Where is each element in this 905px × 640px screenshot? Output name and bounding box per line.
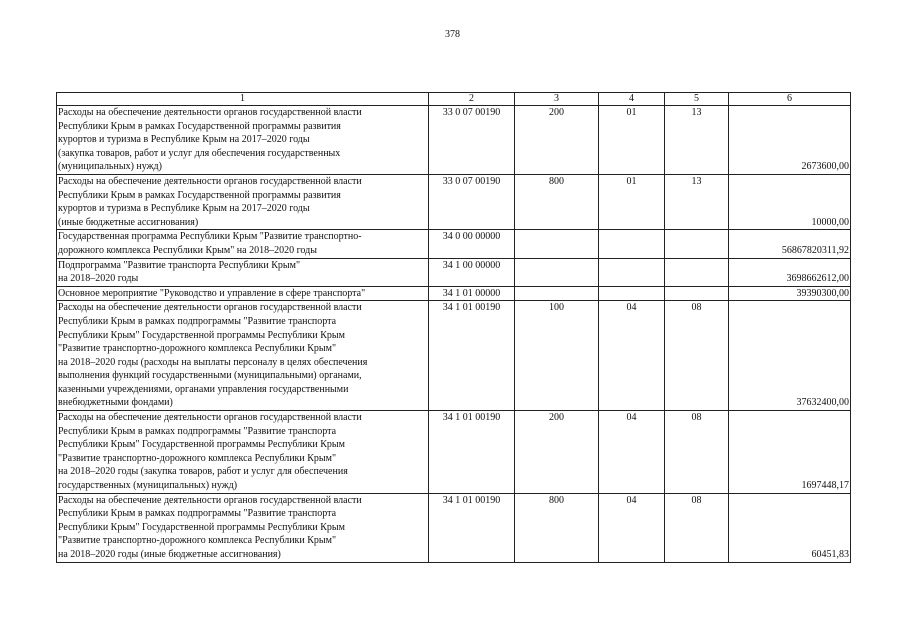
section-cell: 04 bbox=[599, 301, 665, 411]
expense-name-line: на 2018–2020 годы (закупка товаров, работ и услуг для обеспечения bbox=[58, 466, 348, 478]
section-cell bbox=[599, 286, 665, 301]
expense-name-line: Республики Крым в рамках Государственной программы развития bbox=[58, 120, 341, 132]
section-cell bbox=[599, 258, 665, 286]
target-code-cell: 33 0 07 00190 bbox=[429, 174, 515, 229]
amount-cell: 2673600,00 bbox=[729, 106, 851, 175]
expense-name-line: Расходы на обеспечение деятельности органов государственной власти bbox=[58, 494, 362, 506]
target-code-cell: 34 1 01 00190 bbox=[429, 493, 515, 562]
expense-name-line: на 2018–2020 годы (расходы на выплаты персоналу в целях обеспечения bbox=[58, 356, 368, 368]
expense-name-line: на 2018–2020 годы (иные бюджетные ассигнования) bbox=[58, 549, 281, 560]
expense-name-line: (закупка товаров, работ и услуг для обеспечения государственных bbox=[58, 147, 341, 159]
table-row bbox=[57, 106, 851, 175]
expense-name-line: "Развитие транспортно-дорожного комплекса Республики Крым" bbox=[58, 535, 337, 547]
expense-name-line: Государственная программа Республики Крым "Развитие транспортно- bbox=[58, 231, 362, 243]
expense-name-line: дорожного комплекса Республики Крым" на 2018–2020 годы bbox=[58, 244, 317, 256]
expense-name-cell bbox=[57, 174, 429, 229]
expense-name-line: Расходы на обеспечение деятельности органов государственной власти bbox=[58, 175, 362, 187]
subsection-cell: 13 bbox=[665, 174, 729, 229]
expense-name-line: "Развитие транспортно-дорожного комплекса Республики Крым" bbox=[58, 343, 337, 355]
expense-type-cell: 100 bbox=[515, 301, 599, 411]
expense-name-line: выполнения функций государственными (муниципальными) органами, bbox=[58, 370, 362, 382]
expense-name-line: Республики Крым" Государственной программы Республики Крым bbox=[58, 521, 345, 533]
subsection-cell: 08 bbox=[665, 411, 729, 494]
expense-name-line: государственных (муниципальных) нужд) bbox=[58, 480, 238, 492]
subsection-cell: 08 bbox=[665, 493, 729, 562]
amount-cell: 3698662612,00 bbox=[729, 258, 851, 286]
target-code-cell: 34 1 01 00000 bbox=[429, 286, 515, 301]
expense-type-cell bbox=[515, 230, 599, 258]
expense-type-cell bbox=[515, 286, 599, 301]
table-row bbox=[57, 286, 851, 301]
expense-name-line: Расходы на обеспечение деятельности органов государственной власти bbox=[58, 412, 362, 424]
table-row bbox=[57, 301, 851, 411]
target-code-cell: 34 1 00 00000 bbox=[429, 258, 515, 286]
expense-name-cell bbox=[57, 286, 429, 301]
target-code-cell: 34 1 01 00190 bbox=[429, 411, 515, 494]
amount-cell: 39390300,00 bbox=[729, 286, 851, 301]
budget-table bbox=[56, 92, 851, 563]
section-cell: 04 bbox=[599, 493, 665, 562]
expense-name-line: (муниципальных) нужд) bbox=[58, 161, 162, 173]
expense-name-line: Подпрограмма "Развитие транспорта Республики Крым" bbox=[58, 259, 301, 271]
table-header-row bbox=[57, 93, 851, 106]
expense-type-cell bbox=[515, 258, 599, 286]
table-row bbox=[57, 493, 851, 562]
expense-name-line: Основное мероприятие "Руководство и управление в сфере транспорта" bbox=[58, 287, 366, 299]
expense-name-line: Расходы на обеспечение деятельности органов государственной власти bbox=[58, 107, 362, 118]
section-cell: 01 bbox=[599, 106, 665, 175]
expense-name-line: Республики Крым в рамках подпрограммы "Развитие транспорта bbox=[58, 425, 337, 437]
table-row bbox=[57, 230, 851, 258]
expense-name-line: на 2018–2020 годы bbox=[58, 273, 139, 285]
expense-name-line: Республики Крым в рамках Государственной программы развития bbox=[58, 189, 341, 201]
target-code-cell: 33 0 07 00190 bbox=[429, 106, 515, 175]
expense-name-line: Республики Крым" Государственной программы Республики Крым bbox=[58, 329, 345, 341]
expense-type-cell: 800 bbox=[515, 493, 599, 562]
page-number: 378 bbox=[445, 29, 460, 40]
column-header: 5 bbox=[665, 93, 729, 106]
column-header: 3 bbox=[515, 93, 599, 106]
column-header: 1 bbox=[57, 93, 429, 106]
expense-name-cell bbox=[57, 493, 429, 562]
amount-cell: 1697448,17 bbox=[729, 411, 851, 494]
target-code-cell: 34 0 00 00000 bbox=[429, 230, 515, 258]
expense-name-cell bbox=[57, 230, 429, 258]
expense-name-line: (иные бюджетные ассигнования) bbox=[58, 216, 199, 228]
expense-name-line: курортов и туризма в Республике Крым на 2017–2020 годы bbox=[58, 134, 310, 146]
expense-name-line: "Развитие транспортно-дорожного комплекса Республики Крым" bbox=[58, 452, 337, 464]
column-header: 4 bbox=[599, 93, 665, 106]
section-cell: 01 bbox=[599, 174, 665, 229]
subsection-cell bbox=[665, 258, 729, 286]
table-row bbox=[57, 174, 851, 229]
subsection-cell: 13 bbox=[665, 106, 729, 175]
expense-name-line: внебюджетными фондами) bbox=[58, 397, 173, 409]
subsection-cell: 08 bbox=[665, 301, 729, 411]
amount-cell: 10000,00 bbox=[729, 174, 851, 229]
column-header: 6 bbox=[729, 93, 851, 106]
amount-cell: 37632400,00 bbox=[729, 301, 851, 411]
amount-cell: 60451,83 bbox=[729, 493, 851, 562]
subsection-cell bbox=[665, 286, 729, 301]
expense-name-line: Республики Крым в рамках подпрограммы "Развитие транспорта bbox=[58, 508, 337, 520]
expense-name-line: Республики Крым в рамках подпрограммы "Развитие транспорта bbox=[58, 315, 337, 327]
amount-cell: 56867820311,92 bbox=[729, 230, 851, 258]
section-cell bbox=[599, 230, 665, 258]
expense-name-cell bbox=[57, 301, 429, 411]
expense-name-line: Республики Крым" Государственной программы Республики Крым bbox=[58, 439, 345, 451]
expense-name-line: казенными учреждениями, органами управления государственными bbox=[58, 383, 349, 395]
expense-name-cell bbox=[57, 258, 429, 286]
subsection-cell bbox=[665, 230, 729, 258]
expense-name-cell bbox=[57, 106, 429, 175]
expense-name-cell bbox=[57, 411, 429, 494]
expense-type-cell: 200 bbox=[515, 411, 599, 494]
table-row bbox=[57, 258, 851, 286]
expense-type-cell: 800 bbox=[515, 174, 599, 229]
expense-type-cell: 200 bbox=[515, 106, 599, 175]
column-header: 2 bbox=[429, 93, 515, 106]
table-row bbox=[57, 411, 851, 494]
section-cell: 04 bbox=[599, 411, 665, 494]
expense-name-line: Расходы на обеспечение деятельности органов государственной власти bbox=[58, 302, 362, 314]
expense-name-line: курортов и туризма в Республике Крым на 2017–2020 годы bbox=[58, 203, 310, 215]
target-code-cell: 34 1 01 00190 bbox=[429, 301, 515, 411]
